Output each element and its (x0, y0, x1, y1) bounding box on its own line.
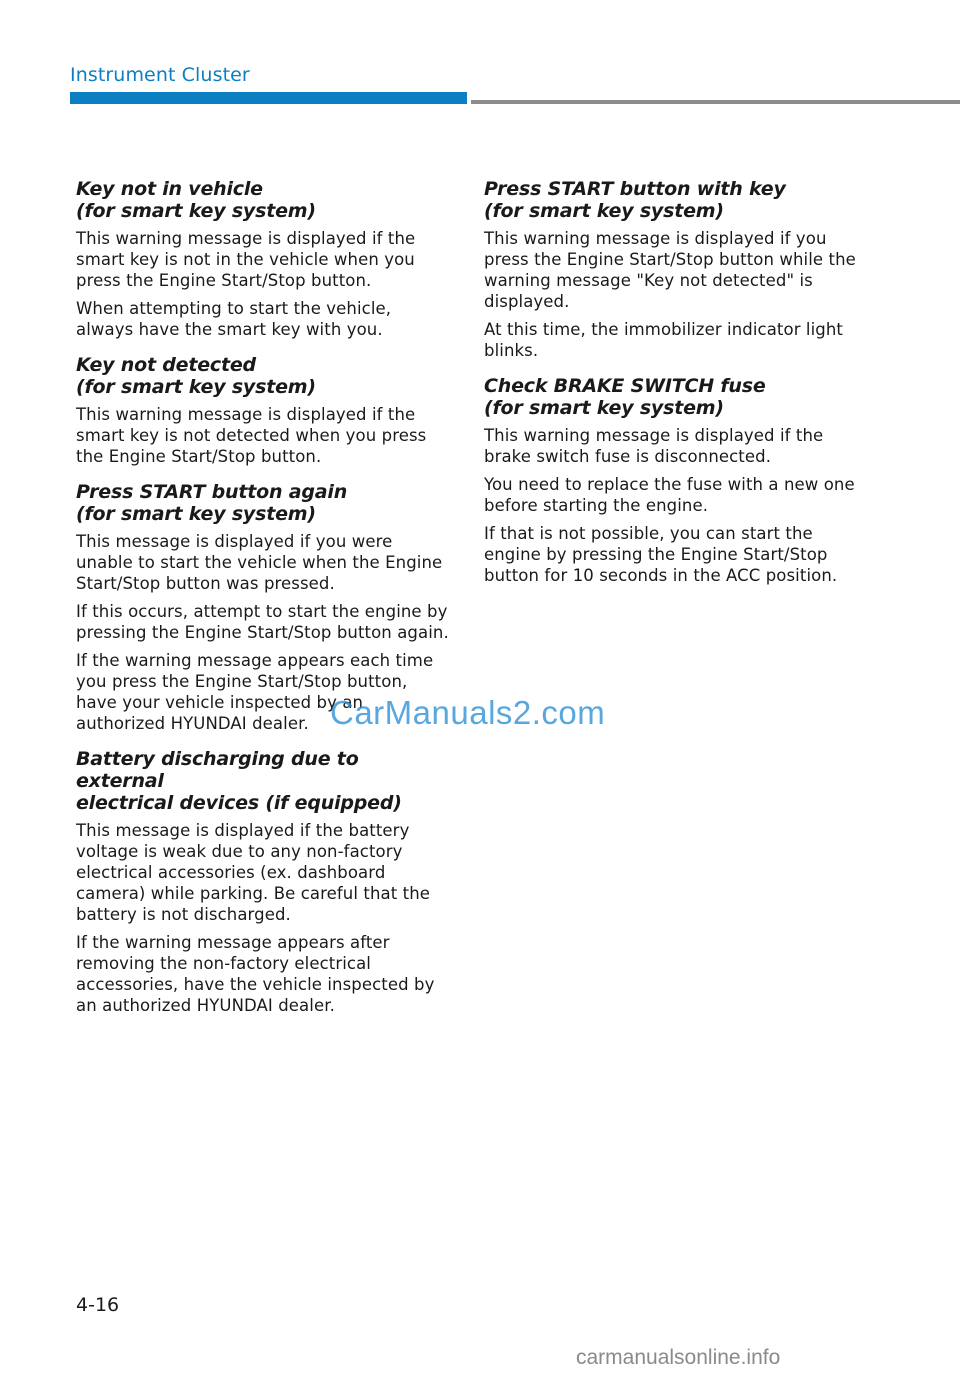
paragraph: If that is not possible, you can start the engine by pressing the Engine Start/Stop button for 10 seconds in the ACC position. (484, 524, 838, 585)
section-heading: Check BRAKE SWITCH fuse (for smart key system) (484, 375, 766, 419)
section-press-start-with-key (484, 178, 856, 361)
header-rule (471, 100, 960, 104)
paragraph: At this time, the immobilizer indicator light blinks. (484, 320, 843, 360)
watermark: CarManuals2.com (330, 694, 606, 731)
paragraph: This warning message is displayed if the smart key is not in the vehicle when you press the Engine Start/Stop button. (76, 229, 416, 290)
paragraph: If this occurs, attempt to start the engine by pressing the Engine Start/Stop button again. (76, 602, 449, 642)
header-accent-bar (70, 92, 467, 104)
section-heading: Battery discharging due to external electrical devices (if equipped) (76, 748, 402, 814)
footer-watermark: carmanualsonline.info (576, 1346, 781, 1369)
paragraph: When attempting to start the vehicle, always have the smart key with you. (76, 299, 392, 339)
section-heading: Press START button again (for smart key system) (76, 481, 348, 525)
paragraph: This warning message is displayed if the smart key is not detected when you press the Engine Start/Stop button. (76, 405, 427, 466)
section-key-not-detected (76, 354, 452, 467)
paragraph: This message is displayed if you were unable to start the vehicle when the Engine Start/Stop button was pressed. (76, 532, 443, 593)
paragraph: You need to replace the fuse with a new one before starting the engine. (484, 475, 855, 515)
paragraph: This message is displayed if the battery voltage is weak due to any non-factory electrical accessories (ex. dashboard camera) while parking. Be careful that the battery is not discharged. (76, 821, 431, 924)
page-number: 4-16 (76, 1294, 120, 1316)
paragraph: This warning message is displayed if the brake switch fuse is disconnected. (484, 426, 824, 466)
section-key-not-in-vehicle (76, 178, 452, 340)
section-check-brake-switch-fuse (484, 375, 856, 586)
section-heading: Key not detected (for smart key system) (76, 354, 316, 398)
left-column (76, 178, 452, 1030)
section-heading: Key not in vehicle (for smart key system) (76, 178, 316, 222)
section-battery-discharging (76, 748, 452, 1016)
paragraph: If the warning message appears each time you press the Engine Start/Stop button, have your vehicle inspected by an authorized HYUNDAI dealer. (76, 651, 434, 733)
page-header-title: Instrument Cluster (70, 64, 250, 86)
section-heading: Press START button with key (for smart key system) (484, 178, 786, 222)
paragraph: If the warning message appears after removing the non-factory electrical accessories, have the vehicle inspected by an authorized HYUNDAI dealer. (76, 933, 435, 1015)
right-column (484, 178, 856, 600)
paragraph: This warning message is displayed if you press the Engine Start/Stop button while the warning message "Key not detected" is displayed. (484, 229, 856, 311)
